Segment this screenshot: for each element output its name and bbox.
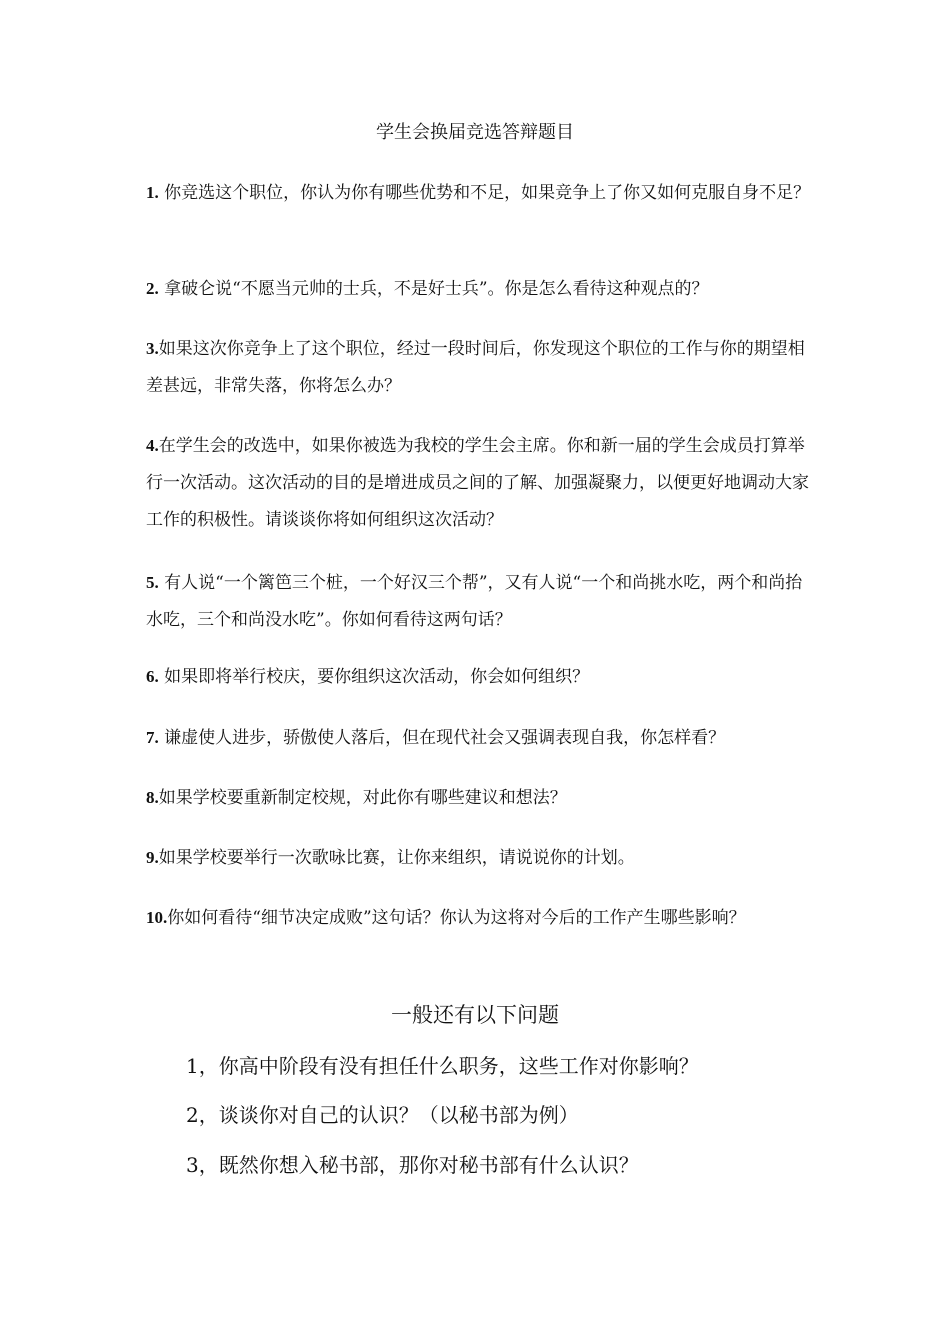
question-8	[146, 779, 812, 817]
question-9	[146, 839, 812, 877]
question-5	[146, 564, 812, 639]
question-2	[146, 270, 812, 308]
question-number: 5.	[146, 573, 159, 592]
question-text: 你如何看待“细节决定成败”这句话？你认为这将对今后的工作产生哪些影响？	[167, 908, 746, 928]
question-number: 9.	[146, 848, 159, 867]
question-text: 谦虚使人进步，骄傲使人落后，但在现代社会又强调表现自我，你怎样看？	[158, 728, 726, 748]
question-number: 1.	[146, 183, 159, 202]
question-number: 6.	[146, 667, 159, 686]
question-text: 如果学校要举行一次歌咏比赛，让你来组织，请说说你的计划。	[158, 848, 635, 868]
question-4	[146, 427, 812, 539]
question-text: 拿破仑说“不愿当元帅的士兵，不是好士兵”。你是怎么看待这种观点的？	[158, 279, 709, 299]
extra-question-3: 3，既然你想入秘书部，那你对秘书部有什么认识？	[186, 1153, 639, 1177]
question-text: 你竞选这个职位，你认为你有哪些优势和不足，如果竞争上了你又如何克服自身不足？	[158, 183, 811, 203]
question-number: 3.	[146, 339, 159, 358]
extra-question-1: 1，你高中阶段有没有担任什么职务，这些工作对你影响？	[186, 1054, 699, 1078]
question-number: 2.	[146, 279, 159, 298]
page-title: 学生会换届竞选答辩题目	[376, 122, 574, 143]
question-text: 如果这次你竞争上了这个职位，经过一段时间后，你发现这个职位的工作与你的期望相差甚远，非常失落，你将怎么办？	[146, 339, 805, 396]
question-text: 如果即将举行校庆，要你组织这次活动，你会如何组织？	[158, 667, 590, 687]
question-number: 10.	[146, 908, 168, 927]
question-3	[146, 330, 812, 405]
question-text: 有人说“一个篱笆三个桩，一个好汉三个帮”，又有人说“一个和尚挑水吃，两个和尚抬水吃，三个和尚没水吃”。你如何看待这两句话？	[146, 573, 803, 630]
question-text: 在学生会的改选中，如果你被选为我校的学生会主席。你和新一届的学生会成员打算举行一次活动。这次活动的目的是增进成员之间的了解、加强凝聚力，以便更好地调动大家工作的积极性。请谈谈你将如何组织这次活动？	[146, 436, 809, 530]
question-7	[146, 719, 812, 757]
extra-section-title: 一般还有以下问题	[391, 1003, 559, 1027]
question-number: 4.	[146, 436, 159, 455]
question-10	[146, 899, 812, 937]
question-number: 8.	[146, 788, 159, 807]
question-1	[146, 174, 812, 212]
question-number: 7.	[146, 728, 159, 747]
extra-question-2: 2，谈谈你对自己的认识？（以秘书部为例）	[186, 1103, 579, 1127]
question-6	[146, 658, 812, 696]
question-text: 如果学校要重新制定校规，对此你有哪些建议和想法？	[158, 788, 567, 808]
